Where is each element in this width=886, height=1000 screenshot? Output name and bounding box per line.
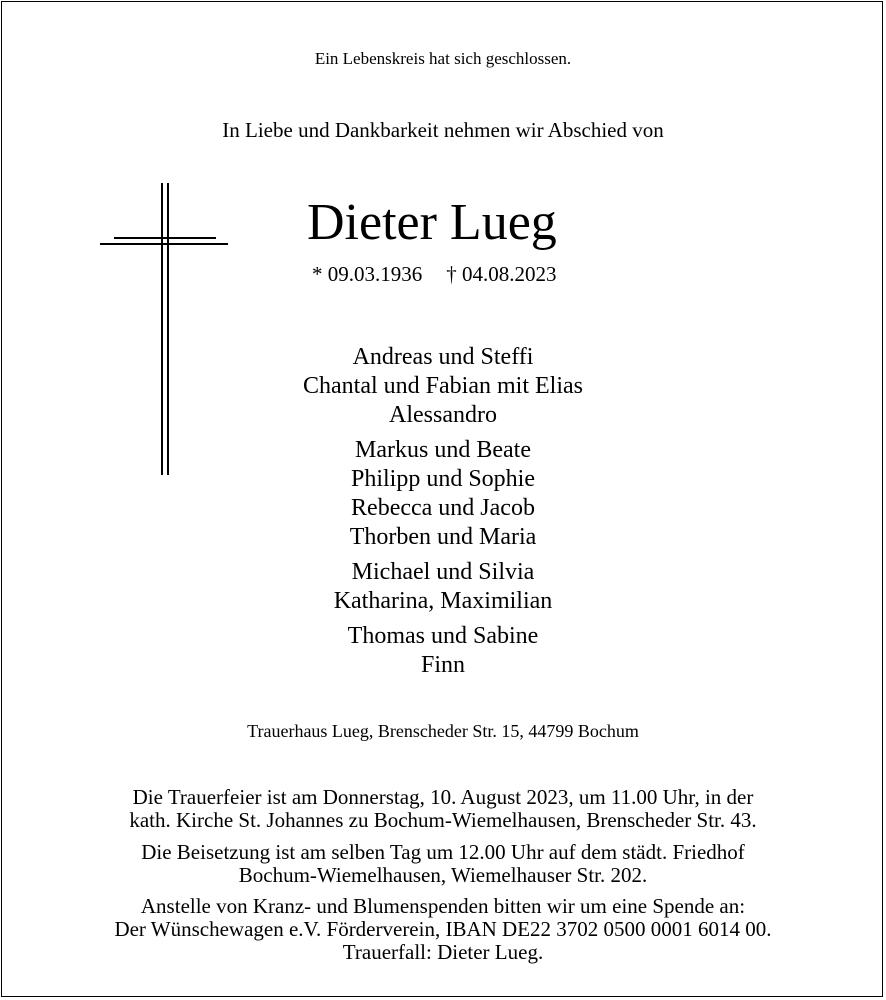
notice-line: Die Beisetzung ist am selben Tag um 12.00 Uhr auf dem städt. Friedhof [141, 840, 745, 864]
donation-notice [0, 895, 886, 964]
family-member-line: Rebecca und Jacob [351, 495, 535, 521]
mourners-list [0, 343, 886, 686]
family-member-line: Markus und Beate [355, 437, 531, 463]
family-member-line: Philipp und Sophie [350, 466, 536, 492]
notice-line: kath. Kirche St. Johannes zu Bochum-Wiemelhausen, Brenscheder Str. 43. [129, 808, 757, 832]
family-member-line: Thomas und Sabine [347, 623, 539, 649]
death-date: † 04.08.2023 [446, 262, 557, 286]
intro-line: In Liebe und Dankbarkeit nehmen wir Abschied von [222, 118, 664, 142]
notice-line: Die Trauerfeier ist am Donnerstag, 10. August 2023, um 11.00 Uhr, in der [132, 785, 754, 809]
family-group [0, 343, 886, 430]
notice-line: Anstelle von Kranz- und Blumenspenden bitten wir um eine Spende an: [140, 894, 746, 918]
family-group [0, 436, 886, 552]
family-group [0, 622, 886, 680]
funeral-service-notice [0, 786, 886, 832]
family-member-line: Alessandro [389, 402, 497, 428]
notice-line: Trauerfall: Dieter Lueg. [342, 940, 544, 964]
life-dates [312, 262, 557, 287]
family-member-line: Thorben und Maria [349, 524, 537, 550]
birth-date: * 09.03.1936 [312, 262, 423, 286]
notice-line: Der Wünschewagen e.V. Förderverein, IBAN DE22 3702 0500 0001 6014 00. [114, 917, 772, 941]
mourning-house-address: Trauerhaus Lueg, Brenscheder Str. 15, 44799 Bochum [247, 721, 639, 741]
family-group [0, 558, 886, 616]
motto-line: Ein Lebenskreis hat sich geschlossen. [314, 49, 572, 68]
family-member-line: Finn [420, 652, 465, 678]
notice-line: Bochum-Wiemelhausen, Wiemelhauser Str. 202. [238, 863, 648, 887]
family-member-line: Michael und Silvia [351, 559, 535, 585]
family-member-line: Chantal und Fabian mit Elias [303, 373, 583, 399]
deceased-name: Dieter Lueg [307, 194, 557, 251]
family-member-line: Andreas und Steffi [352, 344, 534, 370]
burial-notice [0, 841, 886, 887]
family-member-line: Katharina, Maximilian [333, 588, 553, 614]
